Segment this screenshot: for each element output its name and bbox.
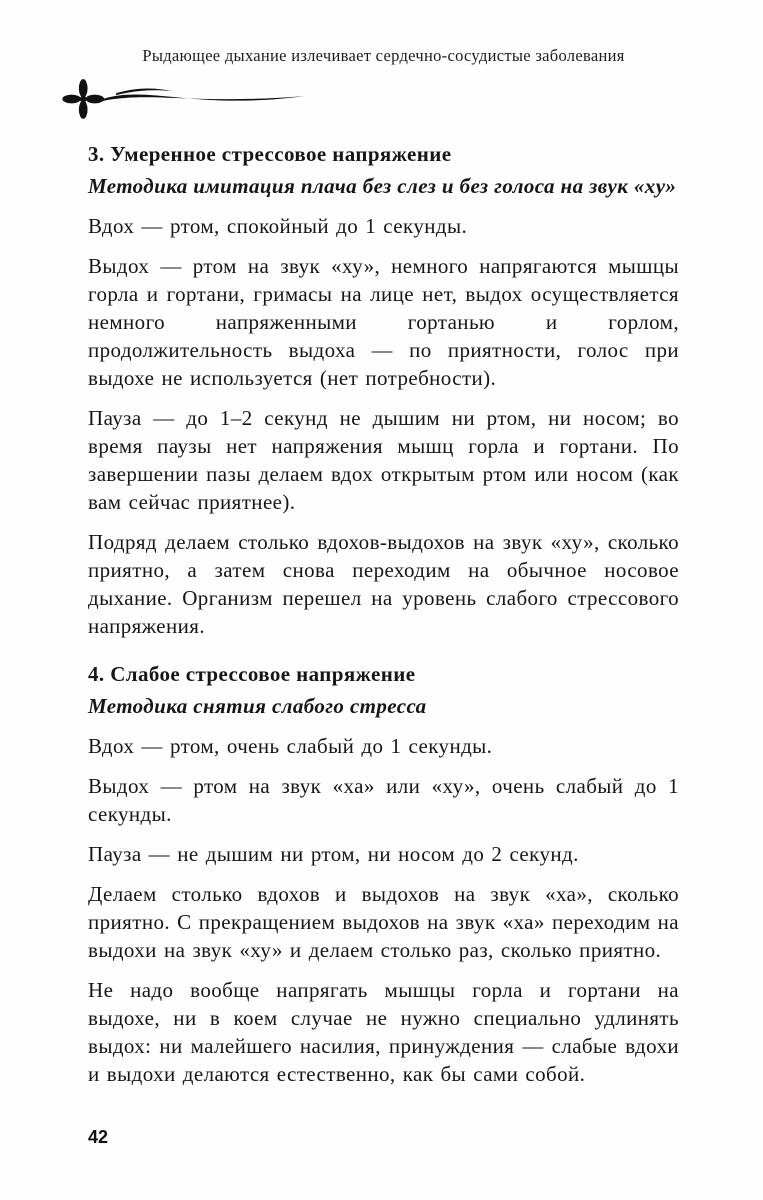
paragraph: Выдох — ртом на звук «ху», немного напрягаются мышцы горла и гортани, гримасы на лице нет, выдох осуществляется немного напряженными гортанью и горлом, продолжительность выдоха — по приятности, голос при выдохе не используется (нет потребности). <box>88 254 679 390</box>
paragraph: Подряд делаем столько вдохов-выдохов на звук «ху», сколько приятно, а затем снова переходим на обычное носовое дыхание. Организм перешел на уровень слабого стрессового напряжения. <box>88 530 679 638</box>
section-heading: 3. Умеренное стрессовое напряжение <box>88 142 452 166</box>
decorative-flourish-icon <box>58 78 679 120</box>
paragraph: Вдох — ртом, спокойный до 1 секунды. <box>88 214 468 238</box>
paragraph: Пауза — не дышим ни ртом, ни носом до 2 секунд. <box>88 842 579 866</box>
paragraph: Делаем столько вдохов и выдохов на звук «ха», сколько приятно. С прекращением выдохов на звук «ха» переходим на выдохи на звук «ху» и делаем столько раз, сколько приятно. <box>88 882 679 962</box>
paragraph: Не надо вообще напрягать мышцы горла и гортани на выдохе, ни в коем случае не нужно специально удлинять выдох: ни малейшего насилия, принуждения — слабые вдохи и выдохи делаются естественно, как бы сами собой. <box>88 978 679 1086</box>
running-header: Рыдающее дыхание излечивает сердечно-сосудистые заболевания <box>142 46 625 65</box>
section-subtitle: Методика снятия слабого стресса <box>88 694 427 718</box>
section-heading: 4. Слабое стрессовое напряжение <box>88 662 416 686</box>
page-content <box>88 140 679 1088</box>
paragraph: Вдох — ртом, очень слабый до 1 секунды. <box>88 734 493 758</box>
section-subtitle: Методика имитация плача без слез и без голоса на звук «ху» <box>88 174 677 198</box>
paragraph: Выдох — ртом на звук «ха» или «ху», очень слабый до 1 секунды. <box>88 774 679 826</box>
page-number: 42 <box>88 1127 109 1147</box>
paragraph: Пауза — до 1–2 секунд не дышим ни ртом, ни носом; во время паузы нет напряжения мышц горла и гортани. По завершении пазы делаем вдох открытым ртом или носом (как вам сейчас приятнее). <box>88 406 679 514</box>
